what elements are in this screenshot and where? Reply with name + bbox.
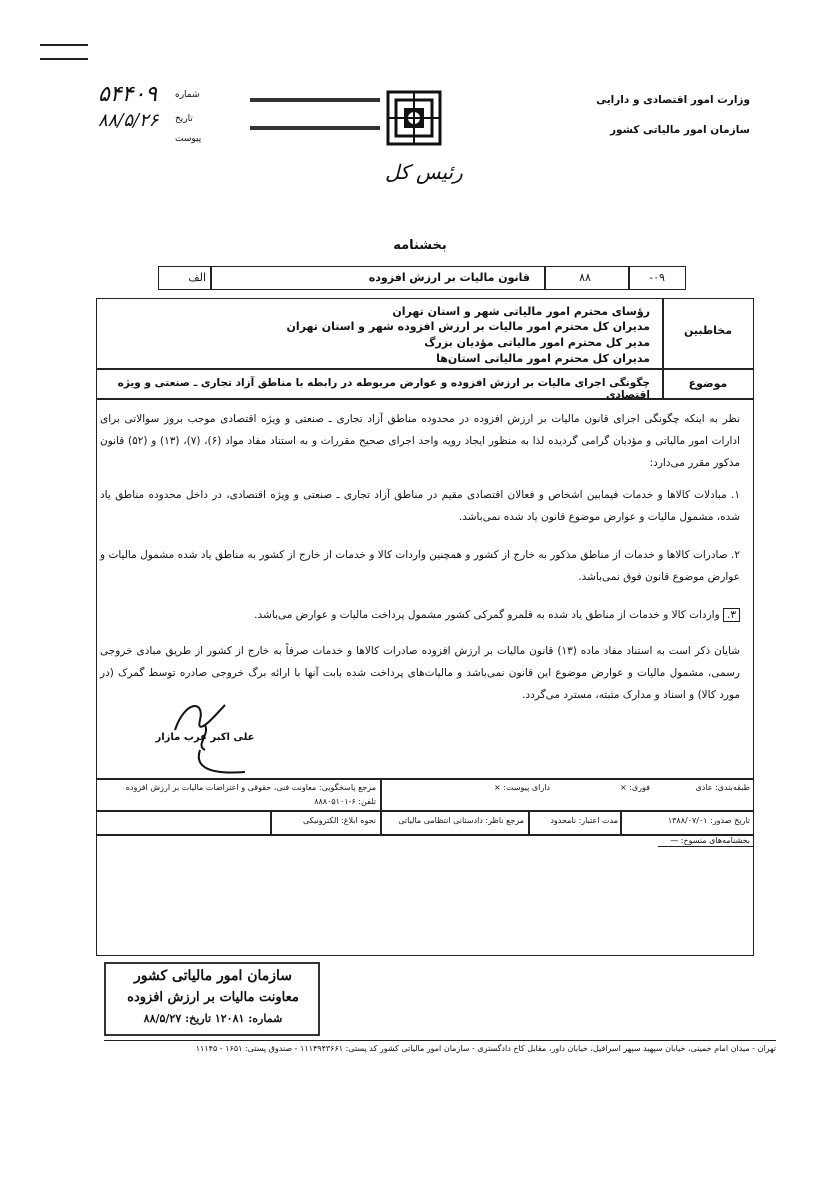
org-line: سازمان امور مالیاتی کشور bbox=[609, 124, 750, 136]
footer-bottom-rule bbox=[658, 846, 754, 847]
footer-attachments: دارای پیوست: × bbox=[494, 783, 550, 792]
item-number: ۲. bbox=[731, 549, 740, 561]
footer-col-rule bbox=[620, 810, 622, 834]
ref-number: ۵۴۴۰۹ bbox=[98, 82, 158, 107]
header-code: الف bbox=[188, 271, 206, 284]
footer-class: طبقه‌بندی: عادی bbox=[695, 783, 750, 792]
footer-phone: تلفن: ۶-۸۸۸۰۵۱۰۱ bbox=[314, 797, 376, 806]
recipient-item: رؤسای محترم امور مالیاتی شهر و استان تهران bbox=[392, 305, 650, 318]
footer-ref-label: مرجع پاسخگویی: معاونت فنی، حقوقی و اعتراضات مالیات بر ارزش افزوده bbox=[125, 783, 376, 792]
ref-date: ۸۸/۵/۲۶ bbox=[98, 110, 159, 131]
ref-label-date: تاریخ bbox=[175, 114, 193, 124]
margin-mark bbox=[40, 44, 88, 46]
recipient-item: مدیر کل محترم امور مالیاتی مؤدیان بزرگ bbox=[424, 336, 650, 349]
divider bbox=[628, 266, 630, 290]
divider bbox=[210, 266, 212, 290]
item-number: ۳. bbox=[723, 608, 740, 622]
footer-top-rule bbox=[96, 778, 754, 780]
footer-dist: نحوه ابلاغ: الکترونیکی bbox=[303, 816, 376, 825]
org-stamp bbox=[104, 962, 320, 1036]
subject-label: موضوع bbox=[688, 377, 728, 390]
item-text: واردات کالا و خدمات از مناطق یاد شده به قلمرو گمرکی کشور مشمول پرداخت مالیات و عوارض می‌باشد. bbox=[254, 609, 720, 621]
footer-col-rule bbox=[528, 810, 530, 834]
address-rule bbox=[104, 1040, 776, 1041]
header-number-1: ۰۹- bbox=[649, 271, 665, 284]
footer-issuer: مرجع ناظر: دادستانی انتظامی مالیاتی bbox=[398, 816, 524, 825]
footer-date: تاریخ صدور: ۱۳۸۸/۰۷/۰۱ bbox=[667, 816, 750, 825]
list-item bbox=[100, 604, 740, 630]
footer-urgency: فوری: × bbox=[619, 783, 650, 792]
header-number-2: ۸۸ bbox=[579, 271, 591, 284]
recipient-item: مدیران کل محترم امور مالیات بر ارزش افزوده شهر و استان تهران bbox=[286, 320, 650, 333]
footer-valid: مدت اعتبار: نامحدود bbox=[550, 816, 618, 825]
footer-mid-rule bbox=[96, 810, 754, 812]
stamp-line-3: شماره: ۱۲۰۸۱ تاریخ: ۸۸/۵/۲۷ bbox=[143, 1012, 283, 1025]
recipients-divider bbox=[96, 368, 754, 370]
item-text: مبادلات کالاها و خدمات فیمابین اشخاص و فعالان اقتصادی مقیم در مناطق آزاد تجاری ـ صنعتی و ویژه اقتصادی، در داخل محدوده مناطق یاد شده، مشمول مالیات و عوارض موضوع قانون یاد شده نمی‌باشد. bbox=[100, 489, 740, 523]
label-column-divider bbox=[662, 298, 664, 398]
footer-related: بخشنامه‌های منسوخ: — bbox=[670, 836, 750, 845]
ministry-line-rule bbox=[250, 98, 380, 102]
intro-paragraph: نظر به اینکه چگونگی اجرای قانون مالیات بر ارزش افزوده در محدوده مناطق آزاد تجاری ـ صنعتی و ویژه اقتصادی موجب بروز سوالاتی برای ادارات امور مالیاتی و مؤدیان گرامی گردیده لذا به منظور ایجاد رویه واحد اجرای صحیح مقررات و به استناد مفاد مواد (۶)، (۷)، (۱۳) و (۵۲) قانون مذکور مقرر می‌دارد: bbox=[100, 413, 741, 469]
recipient-item: مدیران کل محترم امور مالیاتی استان‌ها bbox=[436, 352, 650, 365]
ministry-line: وزارت امور اقتصادی و دارایی bbox=[596, 94, 750, 106]
address-line: تهران - میدان امام خمینی، خیابان سپهبد سپهر اسرافیل، خیابان داور، مقابل کاخ دادگستری - سازمان امور مالیاتی کشور کد پستی: ۱۱۱۴۹۴۳۶۶۱ - صندوق پستی: ۱۶۵۱ - ۱۱۱۴۵ bbox=[195, 1044, 776, 1053]
list-item bbox=[100, 484, 740, 534]
margin-mark bbox=[40, 58, 88, 60]
note-paragraph: شایان ذکر است به استناد مفاد ماده (۱۳) قانون مالیات بر ارزش افزوده صادرات کالاها و خدمات صرفاً به خارج از کشور از طریق مبادی خروجی رسمی، مشمول مالیات و عوارض موضوع این قانون نمی‌باشد و مالیات‌های پرداخت شده بابت آنها با ارائه برگ خروجی صادره توسط گمرک (در مورد کالا) و اسناد و مدارک مثبته، مسترد می‌گردد. bbox=[100, 645, 740, 701]
doc-type-title: بخشنامه bbox=[393, 238, 447, 253]
list-item bbox=[100, 544, 740, 594]
subject-text: چگونگی اجرای مالیات بر ارزش افزوده و عوارض مربوطه در رابطه با مناطق آزاد تجاری ـ صنعتی و ویژه اقتصادی bbox=[117, 377, 650, 401]
divider bbox=[544, 266, 546, 290]
ref-label-no: شماره bbox=[175, 90, 200, 100]
stamp-line-2: معاونت مالیات بر ارزش افزوده bbox=[127, 990, 299, 1005]
header-subject: قانون مالیات بر ارزش افزوده bbox=[368, 271, 530, 284]
footer-col-rule bbox=[380, 778, 382, 834]
stamp-line-1: سازمان امور مالیاتی کشور bbox=[133, 968, 293, 984]
recipients-label: مخاطبین bbox=[683, 324, 733, 337]
signer-name: علی اکبر عرب مازار bbox=[155, 732, 255, 743]
item-text: صادرات کالاها و خدمات از مناطق مذکور به خارج از کشور و همچنین واردات کالا و خدمات از خارج از کشور به مناطق یاد شده مشمول مالیات و عوارض موضوع قانون فوق نمی‌باشد. bbox=[100, 549, 740, 583]
handwritten-recipient: رئیس کل bbox=[385, 160, 463, 184]
footer-col-rule bbox=[270, 810, 272, 834]
org-line-rule bbox=[250, 126, 380, 130]
item-number: ۱. bbox=[731, 489, 740, 501]
org-emblem-icon bbox=[386, 90, 442, 146]
ref-label-attach: پیوست bbox=[175, 134, 202, 144]
